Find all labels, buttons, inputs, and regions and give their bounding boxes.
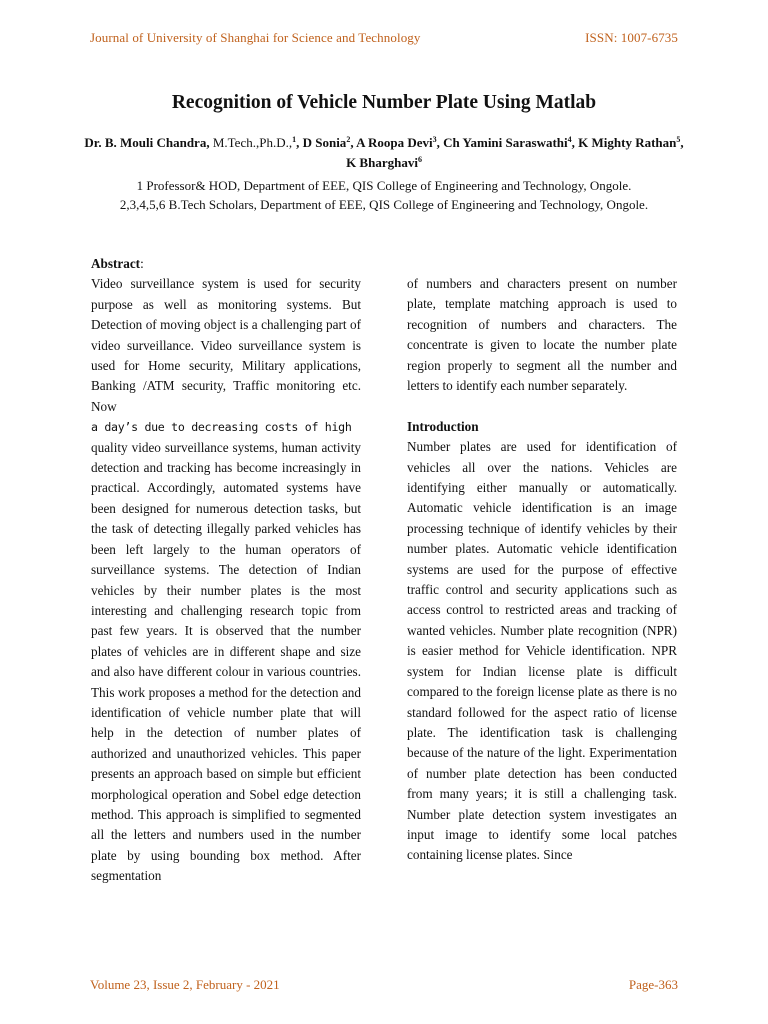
author-1-sup: 1: [292, 135, 297, 144]
author-3: , A Roopa Devi: [350, 135, 433, 150]
author-1-degree: M.Tech.,Ph.D.,: [209, 135, 293, 150]
volume-issue: Volume 23, Issue 2, February - 2021: [90, 977, 280, 992]
right-column: [407, 274, 677, 866]
author-2: , D Sonia: [296, 135, 347, 150]
paper-title: Recognition of Vehicle Number Plate Using Matlab: [171, 92, 597, 113]
introduction-text: Number plates are used for identification of vehicles all over the nations. Vehicles are identifying either manually or automatically. Automatic vehicle identification is an image processing technique of identify vehicles by their number plates. Automatic vehicle identification systems are used for the purpose of effective traffic control and security applications such as access control to restricted areas and tracking of wanted vehicles. Number plate recognition (NPR) is easier method for Vehicle identification. NPR system for Indian license plate is difficult compared to the foreign license plate as there is no standard followed for the aspect ratio of license plate. The identification task is challenging because of the nature of the light. Experimentation of number plate detection has been conducted from many years; it is still a challenging task. Number plate detection system investigates an input image to identify some local patches containing license plates. Since: [407, 439, 677, 863]
abstract-text-mono-line: a day’s due to decreasing costs of high: [91, 420, 352, 435]
affiliation-1: 1 Professor& HOD, Department of EEE, QIS College of Engineering and Technology, Ongole.: [136, 178, 632, 193]
author-6-sup: 6: [417, 155, 422, 164]
abstract-heading: Abstract: [91, 256, 141, 271]
left-column: [91, 254, 361, 887]
author-1-name: Dr. B. Mouli Chandra,: [84, 135, 210, 150]
abstract-text-continued: of numbers and characters present on number plate, template matching approach is used to recognition of numbers and characters. The concentrate is given to locate the number plate region properly to segment all the number and letters to identify each number separately.: [407, 276, 677, 394]
issn-number: ISSN: 1007-6735: [585, 30, 678, 45]
abstract-heading-line: [91, 254, 361, 274]
author-5-sup: 5: [676, 135, 681, 144]
abstract-text-part1: Video surveillance system is used for security purpose as well as monitoring systems. But Detection of moving object is a challenging part of video surveillance. Video surveillance system is used for Home security, Military applications, Banking /ATM security, Traffic monitoring etc. Now: [91, 276, 361, 414]
author-2-sup: 2: [346, 135, 351, 144]
author-6: , K Bharghavi: [346, 135, 684, 170]
affiliation-2: 2,3,4,5,6 B.Tech Scholars, Department of EEE, QIS College of Engineering and Technology, Ongole.: [119, 197, 649, 212]
introduction-heading: Introduction: [407, 418, 479, 434]
author-4: , Ch Yamini Saraswathi: [436, 135, 568, 150]
author-3-sup: 3: [432, 135, 437, 144]
page-number: Page-363: [628, 977, 678, 992]
author-4-sup: 4: [567, 135, 572, 144]
author-list: [84, 133, 684, 173]
abstract-colon: :: [140, 256, 144, 271]
journal-name: Journal of University of Shanghai for Science and Technology: [90, 30, 421, 45]
author-5: , K Mighty Rathan: [571, 135, 677, 150]
abstract-text-part2: quality video surveillance systems, human activity detection and tracking has become increasingly in practical. Accordingly, automated systems have been designed for numerous detection tasks, but the task of detecting illegally parked vehicles has been left largely to the human operators of surveillance systems. The detection of Indian vehicles by their number plates is the most interesting and challenging research topic from past few years. It is observed that the number plates of vehicles are in different shape and size and also have different colour in various countries. This work proposes a method for the detection and identification of vehicle number plate that will help in the detection of number plates of authorized and unauthorized vehicles. This paper presents an approach based on simple but efficient morphological operation and Sobel edge detection method. This approach is simplified to segmented all the letters and numbers used in the number plate by using bounding box method. After segmentation: [91, 439, 361, 884]
